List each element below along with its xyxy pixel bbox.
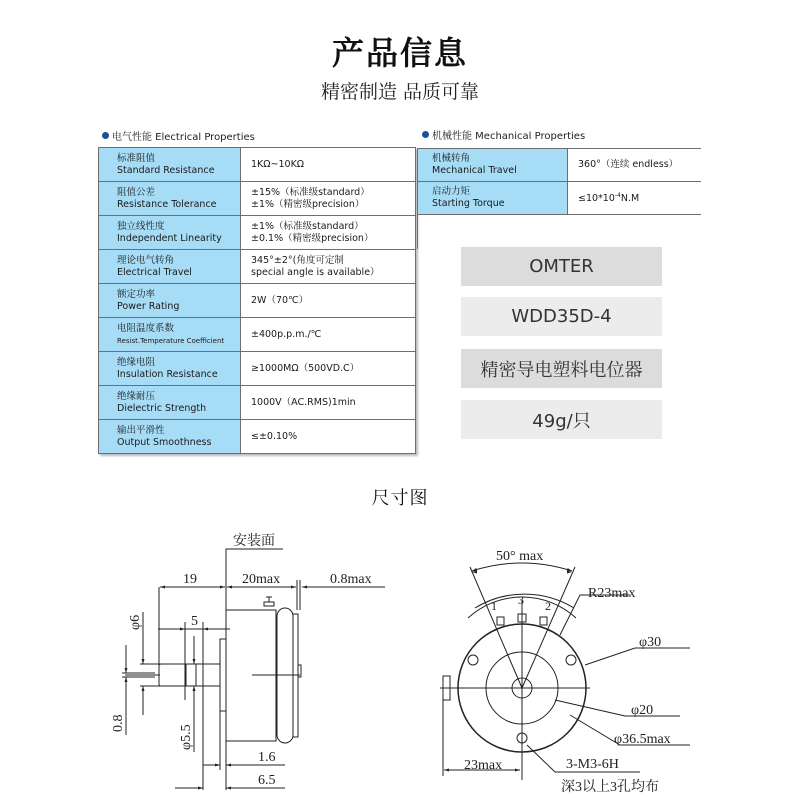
property-label: 启动力矩 Starting Torque [418,182,568,215]
property-label: 独立线性度 Independent Linearity [99,216,241,250]
page-title: 产品信息 [331,34,468,72]
property-value: $\le 10*10^{-4}N.M$ [568,182,702,215]
svg-text:φ36.5max: φ36.5max [614,732,671,747]
svg-text:φ6: φ6 [128,614,143,630]
svg-text:20max: 20max [242,572,281,587]
svg-text:50° max: 50° max [496,549,544,564]
svg-text:6.5: 6.5 [258,773,276,788]
svg-text:0.8max: 0.8max [330,572,372,587]
property-label: 输出平滑性 Output Smoothness [99,420,241,454]
property-label: 电阻温度系数 Resist.Temperature Coefficient [99,318,241,352]
property-value: 360°（连续 endless） [568,149,702,182]
mount-face-label: 安装面 [233,534,275,549]
property-label: 理论电气转角 Electrical Travel [99,250,241,284]
property-value: 345°±2°(角度可定制 special angle is available） [241,250,416,284]
property-value: 1KΩ~10KΩ [241,148,416,182]
property-label: 机械转角 Mechanical Travel [418,149,568,182]
svg-text:19: 19 [183,572,197,587]
svg-text:3: 3 [518,593,524,607]
property-label: 绝缘电阻 Insulation Resistance [99,352,241,386]
svg-text:3-M3-6H: 3-M3-6H [566,757,619,772]
property-value: ±15%（标准级standard） ±1%（精密级precision） [241,182,416,216]
svg-text:深3以上3孔均布: 深3以上3孔均布 [561,780,659,795]
weight-box: 49g/只 [461,400,662,439]
svg-text:φ20: φ20 [631,703,654,718]
property-value: ±400p.p.m./℃ [241,318,416,352]
property-label: 阻值公差 Resistance Tolerance [99,182,241,216]
property-value: ≥1000MΩ（500VD.C） [241,352,416,386]
side-view-labels [111,532,372,788]
brand-box: OMTER [461,247,662,286]
svg-text:1.6: 1.6 [258,750,276,765]
svg-text:2: 2 [545,599,551,613]
property-label: 绝缘耐压 Dielectric Strength [99,386,241,420]
property-value: 2W（70℃） [241,284,416,318]
svg-text:φ5.5: φ5.5 [179,724,194,750]
dimension-title: 尺寸图 [371,488,429,509]
model-box: WDD35D-4 [461,297,662,336]
property-label: 额定功率 Power Rating [99,284,241,318]
svg-text:5: 5 [191,614,198,629]
electrical-heading-text: 电气性能 Electrical Properties [112,132,255,143]
svg-text:φ30: φ30 [639,635,662,650]
product-name-box: 精密导电塑料电位器 [461,349,662,388]
svg-text:23max: 23max [464,758,503,773]
property-value: 1000V（AC.RMS)1min [241,386,416,420]
front-view-labels [464,549,671,795]
page-subtitle: 精密制造 品质可靠 [320,81,480,103]
svg-text:0.8: 0.8 [111,714,126,732]
mechanical-heading-text: 机械性能 Mechanical Properties [432,131,586,142]
svg-text:R23max: R23max [588,586,636,601]
property-value: ≤±0.10% [241,420,416,454]
property-label: 标准阻值 Standard Resistance [99,148,241,182]
front-view [440,563,690,780]
svg-text:1: 1 [491,599,497,613]
property-value: ±1%（标准级standard） ±0.1%（精密级precision） [241,216,416,250]
